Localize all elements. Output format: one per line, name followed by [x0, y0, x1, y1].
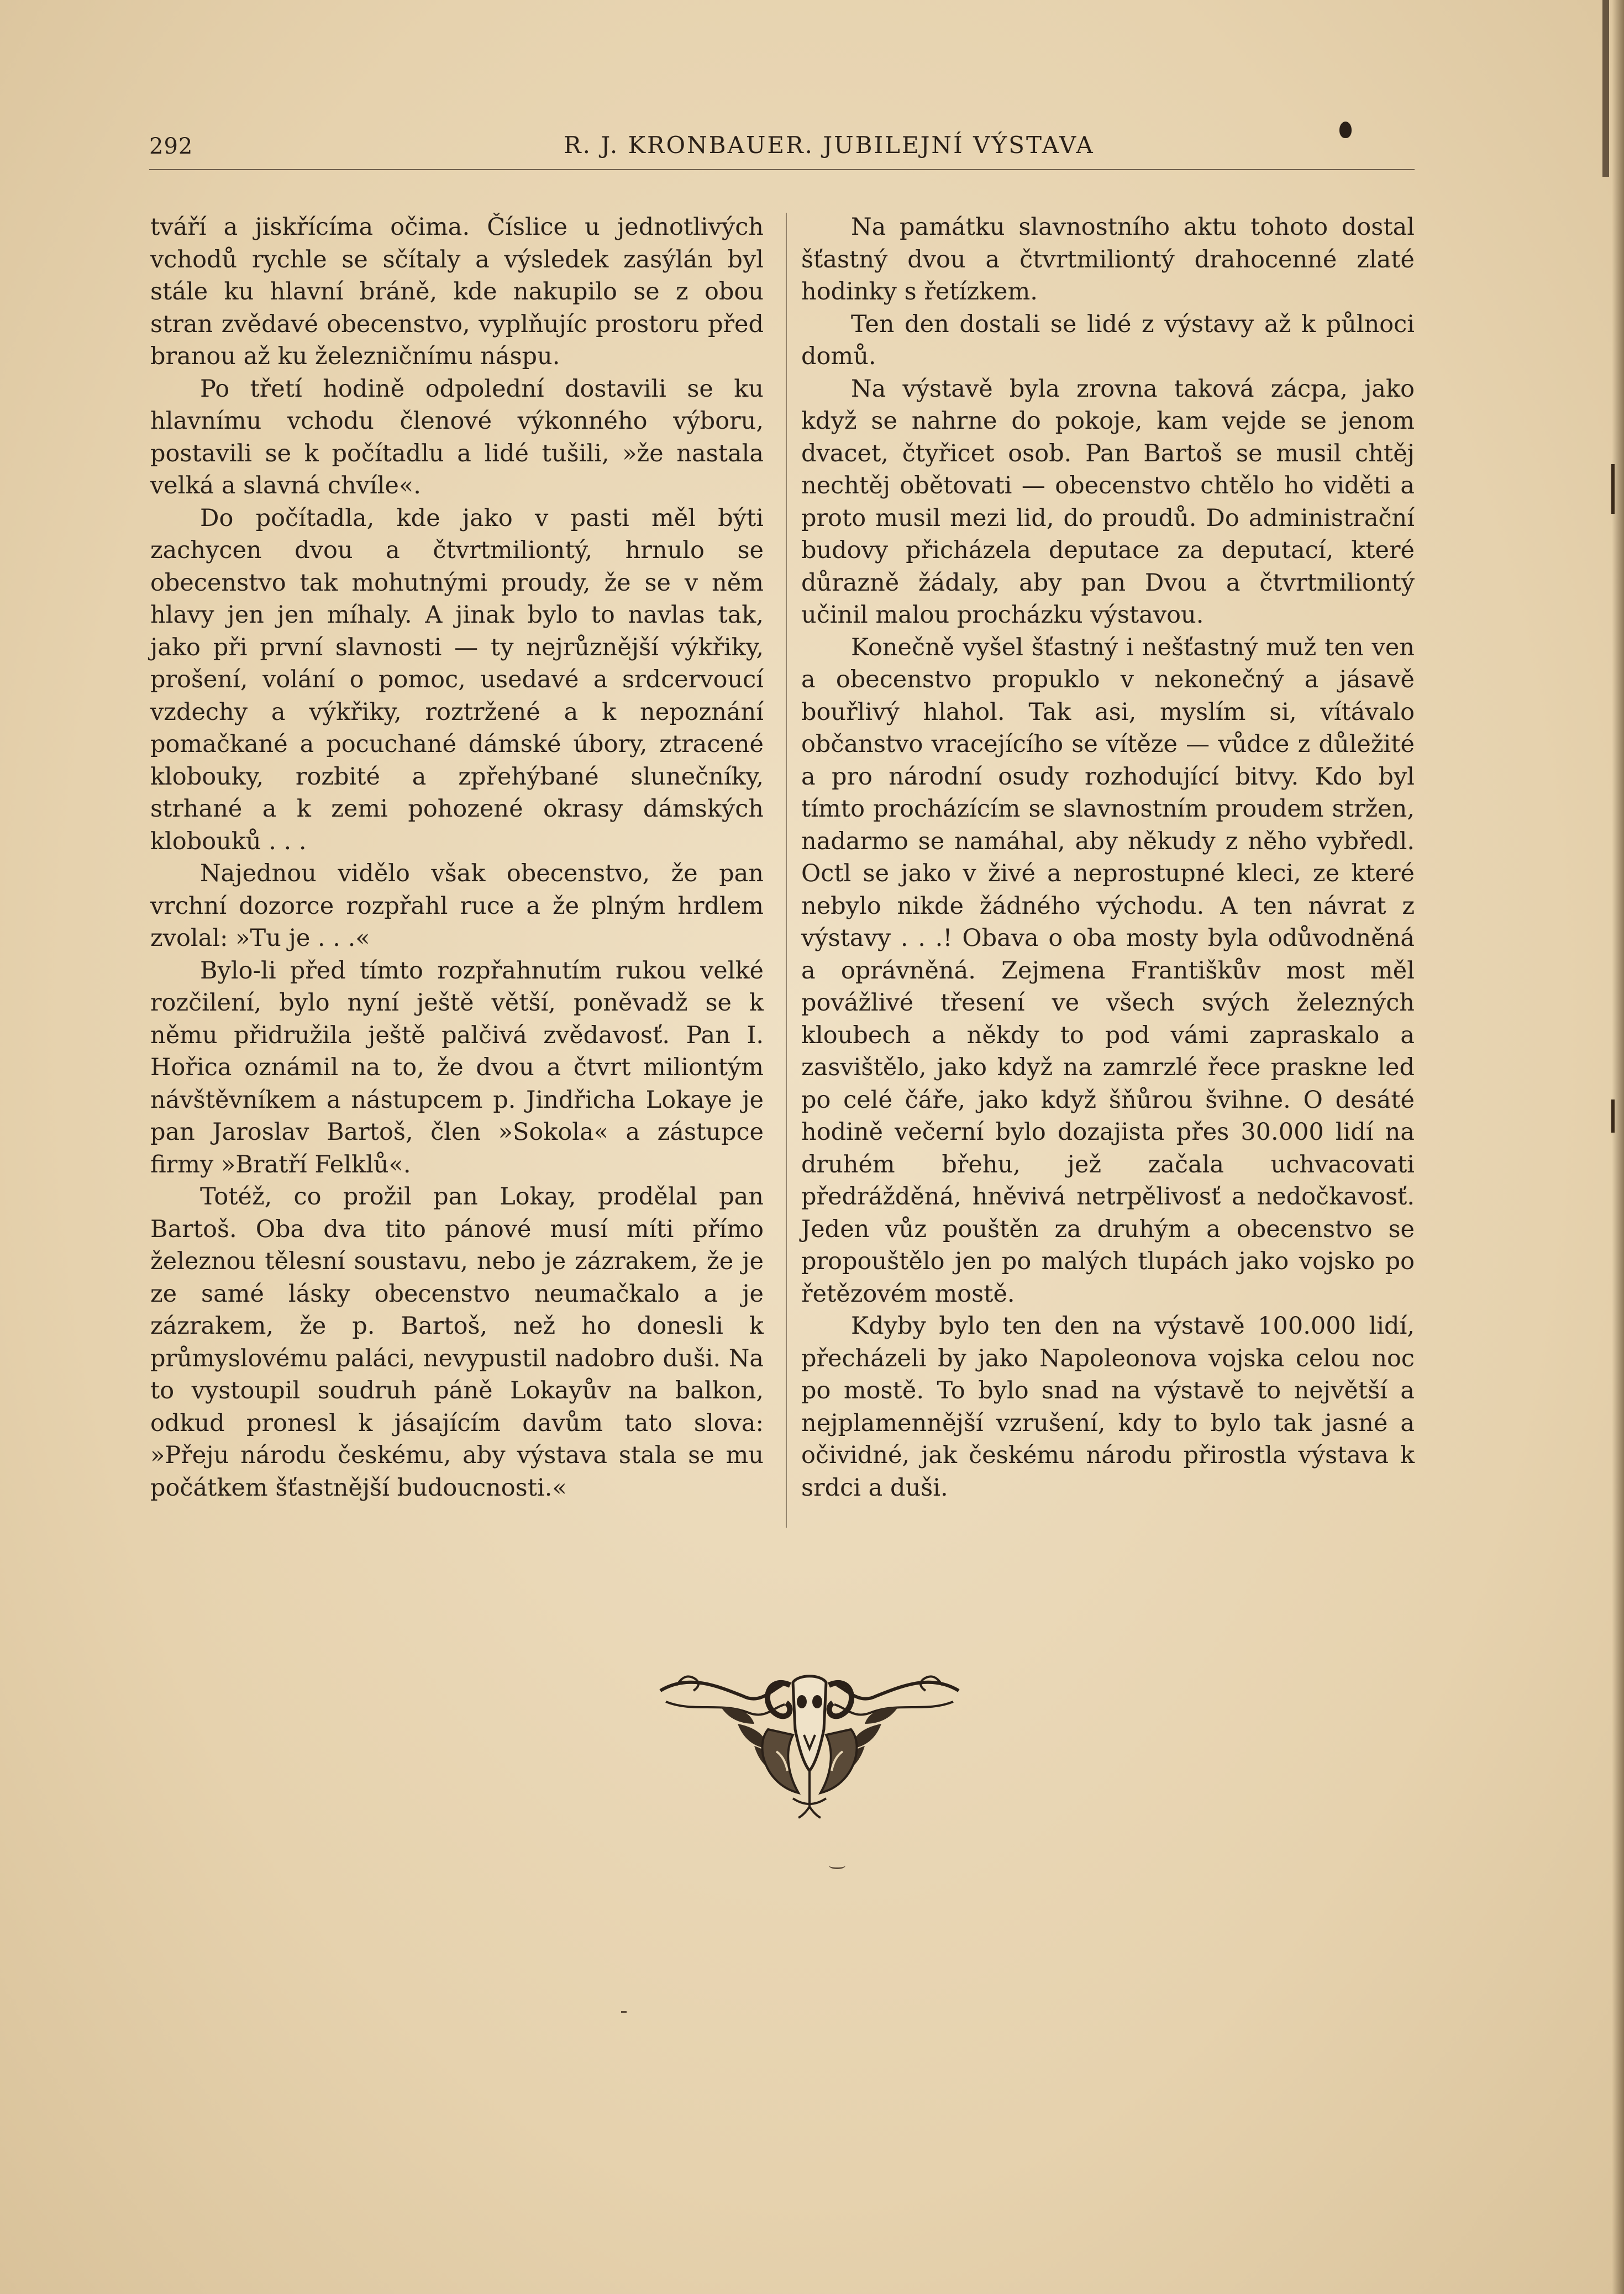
running-title: R. J. KRONBAUER. JUBILEJNÍ VÝSTAVA [564, 131, 1095, 159]
page-header [149, 126, 1420, 170]
header-rule [149, 169, 1415, 170]
paragraph: Po třetí hodině odpolední dostavili se ku hlavnímu vchodu členové výkonného výboru, postavili se k počítadlu a lidé tušili, »že nastala velká a slavná chvíle«. [150, 375, 764, 499]
paragraph: Totéž, co prožil pan Lokay, prodělal pan Bartoš. Oba dva tito pánové musí míti přímo železnou tělesní soustavu, nebo je zázrakem, že je ze samé lásky obecenstvo neumačkalo a je zázrakem, že p. Bartoš, než ho donesli k průmyslovému paláci, nevypustil nadobro duši. Na to vystoupil soudruh páně Lokayův na balkon, odkud pronesl k jásajícím davům tato slova: »Přeju národu českému, aby výstava stala se mu počátkem šťastnější budoucnosti.« [150, 1183, 764, 1502]
stray-mark [829, 1862, 845, 1869]
paragraph: Bylo-li před tímto rozpřahnutím rukou velké rozčilení, bylo nyní ještě větší, poněvadž se k němu přidružila ještě palčivá zvědavosť. Pan I. Hořica oznámil na to, že dvou a čtvrt miliontým návštěvníkem a nástupcem p. Jindřicha Lokaye je pan Jaroslav Bartoš, člen »Sokola« a zástupce firmy »Bratří Felklů«. [150, 956, 764, 1178]
margin-mark [1611, 464, 1615, 514]
paragraph: Na památku slavnostního aktu tohoto dostal šťastný dvou a čtvrtmiliontý drahocenné zlaté hodinky s řetízkem. [801, 213, 1415, 306]
paragraph: Kdyby bylo ten den na výstavě 100.000 lidí, přecházeli by jako Napoleonova vojska celou noc po mostě. To bylo snad na výstavě to největší a nejplamennější vzrušení, kdy to bylo tak jasné a očividné, jak českému národu přirostla výstava k srdci a duši. [801, 1312, 1415, 1502]
margin-mark [1611, 1099, 1615, 1133]
left-column [150, 211, 764, 1504]
right-column [801, 211, 1415, 1504]
paragraph: Konečně vyšel šťastný i nešťastný muž ten ven a obecenstvo propuklo v nekonečný a jásavě bouřlivý hlahol. Tak asi, myslím si, vítávalo občanstvo vracejícího se vítěze — vůdce z důležité a pro národní osudy rozhodující bitvy. Kdo byl tímto procházícím se slavnostním proudem stržen, nadarmo se namáhal, aby někudy z něho vybředl. Octl se jako v živé a neprostupné kleci, ze které nebylo nikde žádného východu. A ten návrat z výstavy . . .! Obava o oba mosty byla odůvodněná a oprávněná. Zejmena Františkův most měl povážlivé třesení ve všech svých železných kloubech a někdy to pod vámi zapraskalo a zasvištělo, jako když na zamrzlé řece praskne led po celé čáře, jako když šňůrou švihne. O desáté hodině večerní bylo dozajista přes 30.000 lidí na druhém břehu, jež začala uchvacovati předrážděná, hněvivá netrpělivosť a nedočkavosť. Jeden vůz pouštěn za druhým a obecenstvo se propouštělo jen po malých tlupách jako vojsko po řetězovém mostě. [801, 633, 1415, 1308]
ink-spot [1339, 122, 1352, 138]
paragraph: Do počítadla, kde jako v pasti měl býti zachycen dvou a čtvrtmiliontý, hrnulo se obecenstvo tak mohutnými proudy, že se v něm hlavy jen jen míhaly. A jinak bylo to navlas tak, jako při první slavnosti — ty nejrůznější výkřiky, prošení, volání o pomoc, usedavé a srdcervoucí vzdechy a výkřiky, roztržené a k nepoznání pomačkané a pocuchané dámské úbory, ztracené klobouky, rozbité a zpřehýbané slunečníky, strhané a k zemi pohozené okrasy dámských klobouků . . . [150, 504, 764, 855]
paragraph: Najednou vidělo však obecenstvo, že pan vrchní dozorce rozpřahl ruce a že plným hrdlem zvolal: »Tu je . . .« [150, 860, 764, 952]
column-divider [786, 213, 787, 1528]
paragraph: Ten den dostali se lidé z výstavy až k půlnoci domů. [801, 310, 1415, 370]
page-edge-shadow [1612, 0, 1624, 2294]
ram-skull-vignette-icon [655, 1652, 964, 1829]
page-number: 292 [149, 134, 193, 159]
paragraph: Na výstavě byla zrovna taková zácpa, jako když se nahrne do pokoje, kam vejde se jenom dvacet, čtyřicet osob. Pan Bartoš se musil chtěj nechtěj obětovati — obecenstvo chtělo ho viděti a proto musil mezi lid, do proudů. Do administrační budovy přicházela deputace za deputací, které důrazně žádaly, aby pan Dvou a čtvrtmiliontý učinil malou procházku výstavou. [801, 375, 1415, 629]
stray-mark [621, 2011, 627, 2018]
binding-mark [1602, 0, 1609, 177]
paragraph: tváří a jiskřícíma očima. Číslice u jednotlivých vchodů rychle se sčítaly a výsledek zasýlán byl stále ku hlavní bráně, kde nakupilo se z obou stran zvědavé obecenstvo, vyplňujíc prostoru před branou až ku železničnímu náspu. [150, 213, 764, 370]
